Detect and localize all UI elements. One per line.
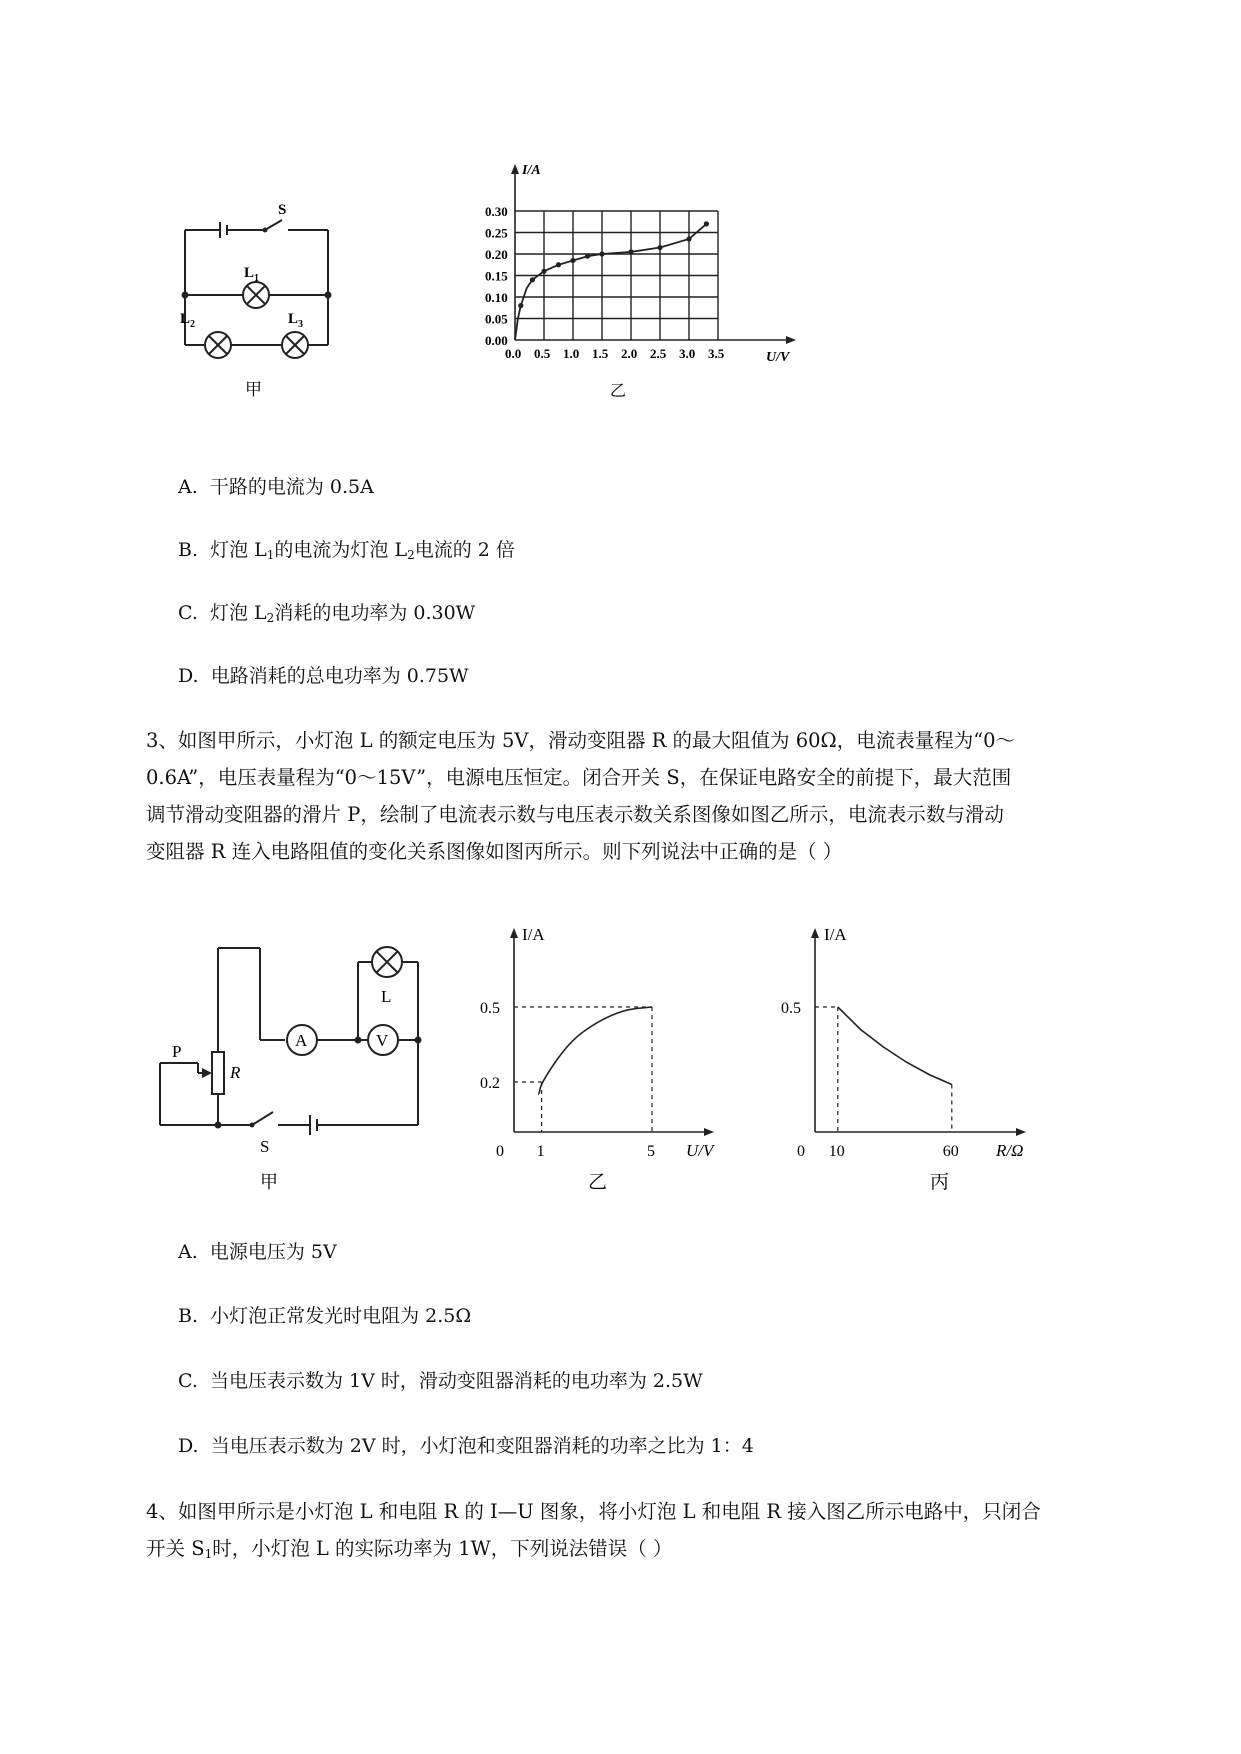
y-tick-label: 0.00: [485, 333, 508, 348]
q3-bing-y-axis-label: I/A: [824, 925, 847, 944]
data-point: [686, 236, 691, 241]
x-tick-label: 0: [797, 1143, 805, 1160]
x-tick-label: 3.5: [708, 346, 725, 361]
fig1-yi-caption: 乙: [610, 383, 627, 400]
data-point: [518, 303, 523, 308]
q3-option-c[interactable]: C. 当电压表示数为 1V 时，滑动变阻器消耗的电功率为 2.5W: [178, 1370, 703, 1392]
q3-option-a[interactable]: A. 电源电压为 5V: [178, 1241, 337, 1263]
g1-y-axis-label: I/A: [522, 163, 541, 178]
x-tick-label: 60: [942, 1143, 959, 1160]
y-tick-label: 0.05: [485, 311, 508, 327]
fig1-circuit-jia: [170, 190, 350, 405]
x-tick-label: 2.5: [650, 346, 667, 361]
data-point: [570, 258, 575, 263]
q3-option-b[interactable]: B. 小灯泡正常发光时电阻为 2.5Ω: [178, 1305, 472, 1327]
lamp-label: L: [381, 987, 392, 1006]
l1-label: $L_1$: [244, 265, 260, 284]
voltmeter-symbol: V: [376, 1031, 389, 1050]
q3-jia-caption: 甲: [260, 1172, 278, 1192]
fig1-jia-caption: 甲: [245, 380, 262, 399]
q2-option-c[interactable]: C. 灯泡 $L_2$消耗的电功率为 0.30W: [178, 602, 476, 625]
y-tick-label: 0.30: [485, 204, 508, 219]
data-point: [556, 262, 561, 267]
q4-stem: 4、如图甲所示是小灯泡 L 和电阻 R 的 I—U 图象，将小灯泡 L 和电阻 R 接入图乙所示电路中，只闭合 开关 $S_1$时，小灯泡 L 的实际功率为 1W，下列说法错误（ ）: [146, 1500, 1041, 1561]
q3-ir-graph-bing: [781, 920, 1050, 1195]
rheostat-label: R: [230, 1063, 241, 1082]
q3-yi-caption: 乙: [588, 1172, 608, 1193]
x-tick-label: 1.5: [592, 346, 609, 361]
y-tick-label: 0.5: [781, 1000, 801, 1017]
y-tick-label: 0.15: [485, 268, 508, 284]
q2-option-b[interactable]: B. 灯泡 $L_1$的电流为灯泡 $L_2$电流的 2 倍: [178, 539, 515, 562]
q3-circuit-jia: [160, 930, 435, 1195]
q3-bing-caption: 丙: [930, 1172, 950, 1193]
data-point: [657, 245, 662, 250]
data-point: [704, 221, 709, 226]
fig1-iu-graph-yi: [460, 160, 805, 410]
y-tick-label: 0.25: [485, 225, 508, 241]
switch-label: S: [278, 202, 287, 218]
data-point: [541, 269, 546, 274]
q2-option-d[interactable]: D. 电路消耗的总电功率为 0.75W: [178, 665, 469, 687]
x-tick-label: 0: [496, 1143, 504, 1160]
x-tick-label: 10: [828, 1143, 845, 1160]
x-tick-label: 1: [536, 1143, 545, 1160]
q3-iu-graph-yi: [470, 920, 730, 1195]
q3-ir-curve: [838, 1007, 952, 1085]
q2-option-a[interactable]: A. 干路的电流为 0.5A: [178, 476, 374, 498]
q3-stem: 3、如图甲所示，小灯泡 L 的额定电压为 5V，滑动变阻器 R 的最大阻值为 60Ω，电流表量程为“0～ 0.6A”，电压表量程为“0～15V”，电源电压恒定。闭合开关 S，在保证电路安全的前提下，最大范围 调节滑动变阻器的滑片 P，绘制了电流表示数与电压表示数关系图像如图乙所示，电流表示数与滑动 变阻器 R 连入电路阻值的变化关系图像如图丙所示。则下列说法中正确的是（ ）: [146, 729, 1016, 863]
x-tick-label: 1.0: [563, 346, 580, 361]
x-tick-label: 2.0: [621, 346, 638, 361]
x-tick-label: 5: [647, 1143, 655, 1160]
q3-option-d[interactable]: D. 当电压表示数为 2V 时，小灯泡和变阻器消耗的功率之比为 1：4: [178, 1435, 754, 1457]
x-tick-label: 0.0: [505, 346, 522, 361]
q3-yi-x-axis-label: U/V: [686, 1141, 714, 1160]
y-tick-label: 0.10: [485, 290, 508, 305]
x-tick-label: 0.5: [534, 346, 551, 361]
q3-yi-y-axis-label: I/A: [522, 925, 545, 944]
y-tick-label: 0.20: [485, 247, 508, 262]
q3-iu-curve: [539, 1007, 652, 1095]
switch-label: S: [260, 1137, 270, 1156]
data-point: [599, 251, 604, 256]
l3-label: $L_3$: [288, 311, 304, 330]
y-tick-label: 0.5: [480, 1000, 500, 1017]
data-point: [585, 254, 590, 259]
slider-label: P: [172, 1042, 182, 1061]
g1-x-axis-label: U/V: [766, 350, 790, 365]
data-point: [530, 277, 535, 282]
y-tick-label: 0.2: [480, 1075, 500, 1092]
ammeter-symbol: A: [295, 1031, 308, 1050]
q3-bing-x-axis-label: R/Ω: [996, 1141, 1024, 1160]
l2-label: $L_2$: [180, 311, 196, 330]
x-tick-label: 3.0: [679, 346, 696, 361]
data-point: [628, 249, 633, 254]
